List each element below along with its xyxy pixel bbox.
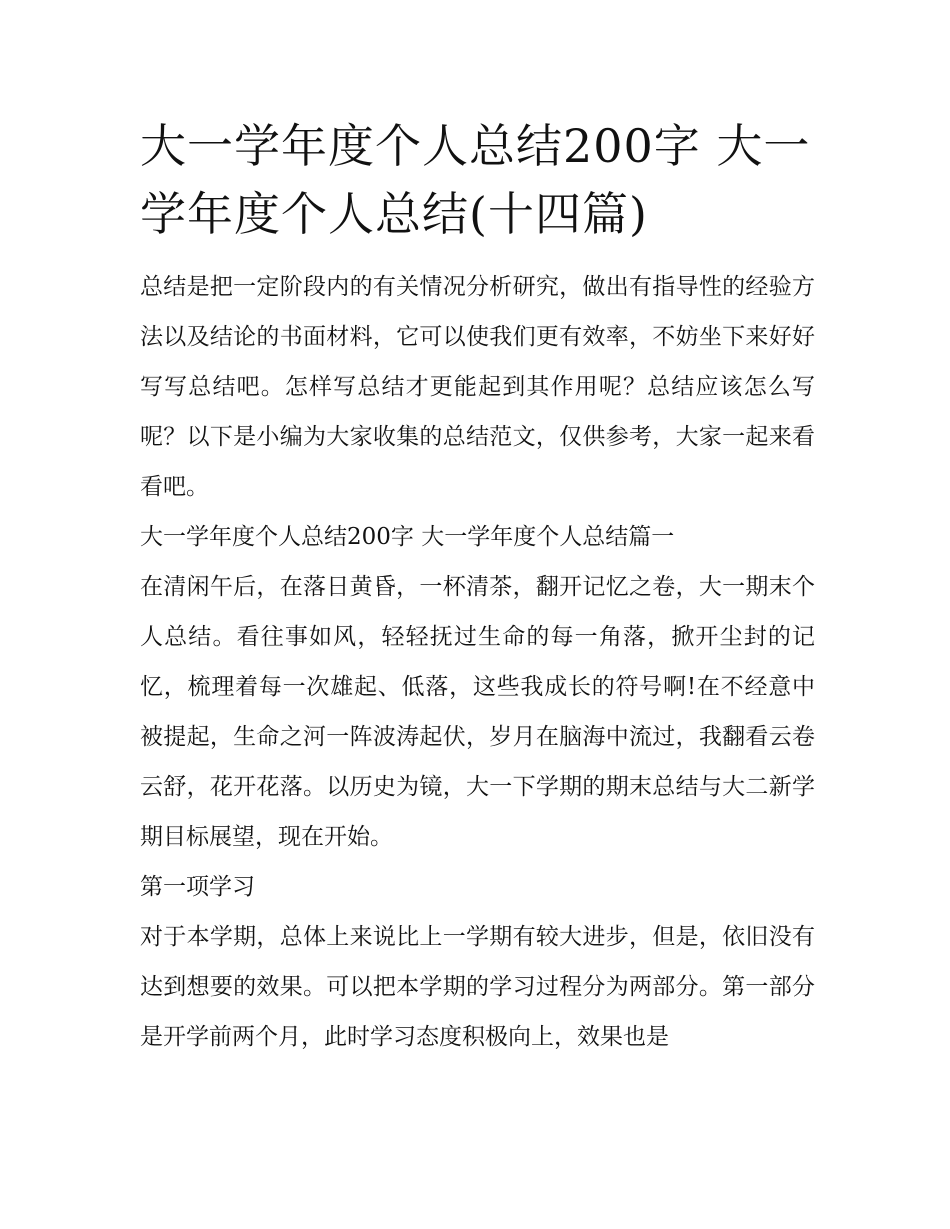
title-block bbox=[140, 112, 815, 248]
section-title: 大一学年度个人总结200字 大一学年度个人总结篇一 bbox=[140, 524, 675, 550]
subheading-study: 第一项学习 bbox=[140, 874, 255, 900]
study-paragraph: 对于本学期，总体上来说比上一学期有较大进步，但是，依旧没有达到想要的效果。可以把本学期的学习过程分为两部分。第一部分是开学前两个月，此时学习态度积极向上，效果也是 bbox=[140, 924, 815, 1050]
document-page bbox=[140, 112, 815, 1062]
section-paragraph: 在清闲午后，在落日黄昏，一杯清茶，翻开记忆之卷，大一期末个人总结。看往事如风，轻轻抚过生命的每一角落，掀开尘封的记忆，梳理着每一次雄起、低落，这些我成长的符号啊!在不经意中被提起，生命之河一阵波涛起伏，岁月在脑海中流过，我翻看云卷云舒，花开花落。以历史为镜，大一下学期的期末总结与大二新学期目标展望，现在开始。 bbox=[140, 574, 815, 850]
intro-paragraph: 总结是把一定阶段内的有关情况分析研究，做出有指导性的经验方法以及结论的书面材料，它可以使我们更有效率，不妨坐下来好好写写总结吧。怎样写总结才更能起到其作用呢？总结应该怎么写呢？以下是小编为大家收集的总结范文，仅供参考，大家一起来看看吧。 bbox=[140, 274, 815, 500]
document-title: 大一学年度个人总结200字 大一学年度个人总结(十四篇) bbox=[140, 119, 811, 241]
